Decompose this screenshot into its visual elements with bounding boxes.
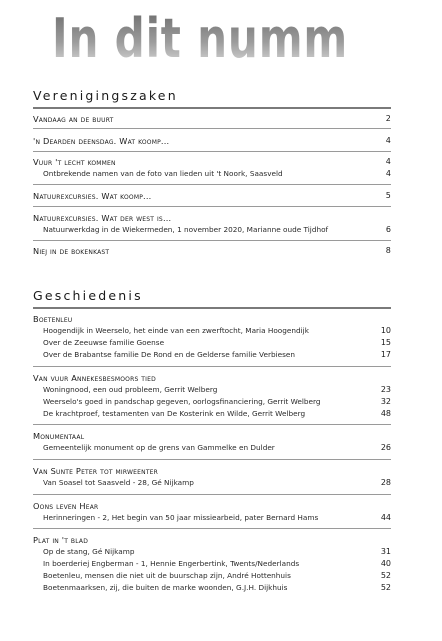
divider [33, 366, 391, 367]
toc-subentry[interactable] [33, 408, 391, 420]
toc-subentry[interactable] [33, 337, 391, 349]
toc-entry-title: Plat in 't blad [33, 535, 89, 545]
toc-subentry-text: In boerderiej Engberman - 1, Hennie Engerbertink, Twents/Nederlands [43, 559, 300, 568]
toc-subentry[interactable] [33, 168, 391, 180]
toc-entry-title: 'n Dearden deensdag. Wat koomp... [33, 136, 170, 146]
toc-group [33, 156, 391, 180]
toc-subentry-text: Over de Brabantse familie De Rond en de Gelderse familie Verbiesen [43, 350, 296, 359]
toc-entry-page: 4 [385, 157, 391, 166]
toc-entry-title: Van vuur Annekesbesmoors tied [33, 373, 156, 383]
toc-entry-title: Niej in de bokenkast [33, 246, 110, 256]
divider [33, 240, 391, 241]
section-rule [33, 307, 391, 309]
toc-entry-title: Vandaag an de buurt [33, 114, 114, 124]
toc-entry-title: Vuur 't lecht kommen [33, 157, 116, 167]
toc-entry-page: 8 [385, 246, 391, 255]
toc-entry[interactable] [33, 465, 391, 477]
toc-entry-title: Oons leven Hear [33, 501, 99, 511]
toc-entry[interactable] [33, 190, 391, 202]
toc-subentry-page: 17 [380, 350, 391, 359]
toc-entry[interactable] [33, 113, 391, 125]
divider [33, 151, 391, 152]
toc-subentry-page: 44 [380, 513, 391, 522]
toc-subentry-text: Boetenleu, mensen die niet uit de buurschap zijn, André Hottenhuis [43, 571, 291, 580]
toc-subentry-text: Boetenmaarksen, zij, die buiten de marke woonden, G.J.H. Dijkhuis [43, 583, 288, 592]
toc-subentry[interactable] [33, 384, 391, 396]
toc-subentry-text: Natuurwerkdag in de Wiekermeden, 1 november 2020, Marianne oude Tijdhof [43, 225, 329, 234]
toc-subentry-text: Gemeentelijk monument op de grens van Gammelke en Dulder [43, 443, 275, 452]
toc-subentry-page: 52 [380, 583, 391, 592]
toc-entry[interactable] [33, 500, 391, 512]
toc-subentry-text: Hoogendijk in Weerselo, het einde van een zwerftocht, Maria Hoogendijk [43, 326, 309, 335]
toc-entry[interactable] [33, 313, 391, 325]
toc-group [33, 372, 391, 420]
toc-entry[interactable] [33, 135, 391, 147]
toc-subentry[interactable] [33, 349, 391, 361]
toc-subentry-page: 23 [380, 385, 391, 394]
toc-group [33, 190, 391, 202]
divider [33, 459, 391, 460]
toc-subentry-page: 6 [385, 225, 391, 234]
toc-subentry-text: Over de Zeeuwse familie Goense [43, 338, 165, 347]
toc-group [33, 113, 391, 125]
divider [33, 206, 391, 207]
toc-group [33, 534, 391, 594]
toc-group [33, 465, 391, 489]
toc-subentry[interactable] [33, 582, 391, 594]
toc-entry-page: 4 [385, 136, 391, 145]
toc-subentry-text: Woningnood, een oud probleem, Gerrit Welberg [43, 385, 218, 394]
toc-subentry-page: 4 [385, 169, 391, 178]
toc-subentry-text: Van Soasel tot Saasveld - 28, Gé Nijkamp [43, 478, 194, 487]
toc-subentry[interactable] [33, 477, 391, 489]
toc-entry[interactable] [33, 430, 391, 442]
toc-subentry-text: De krachtproef, testamenten van De Kosterink en Wilde, Gerrit Welberg [43, 409, 306, 418]
toc-subentry-page: 10 [380, 326, 391, 335]
toc-subentry-page: 28 [380, 478, 391, 487]
toc-subentry[interactable] [33, 396, 391, 408]
toc-subentry-text: Op de stang, Gé Nijkamp [43, 547, 135, 556]
toc-subentry-page: 15 [380, 338, 391, 347]
divider [33, 528, 391, 529]
toc-subentry-page: 40 [380, 559, 391, 568]
toc-group [33, 212, 391, 236]
toc-entry[interactable] [33, 156, 391, 168]
toc-group [33, 313, 391, 361]
divider [33, 494, 391, 495]
toc-group [33, 430, 391, 454]
toc-subentry[interactable] [33, 224, 391, 236]
toc-entry-page: 5 [385, 191, 391, 200]
toc-entry[interactable] [33, 212, 391, 224]
toc-subentry-page: 52 [380, 571, 391, 580]
divider [33, 128, 391, 129]
toc-subentry-text: Ontbrekende namen van de foto van lieden uit 't Noork, Saasveld [43, 169, 283, 178]
toc-subentry-text: Herinneringen - 2, Het begin van 50 jaar missiearbeid, pater Bernard Hams [43, 513, 319, 522]
toc-subentry[interactable] [33, 546, 391, 558]
toc-subentry[interactable] [33, 570, 391, 582]
toc-group [33, 245, 391, 257]
toc-subentry-page: 26 [380, 443, 391, 452]
divider [33, 424, 391, 425]
toc-group [33, 500, 391, 524]
toc-subentry[interactable] [33, 512, 391, 524]
toc-entry-title: Boetenleu [33, 314, 73, 324]
toc-group [33, 135, 391, 147]
toc-entry[interactable] [33, 534, 391, 546]
toc-subentry-page: 48 [380, 409, 391, 418]
section-heading-geschiedenis: Geschiedenis [33, 288, 143, 303]
toc-subentry-page: 32 [380, 397, 391, 406]
divider [33, 184, 391, 185]
section-rule [33, 107, 391, 109]
toc-entry[interactable] [33, 372, 391, 384]
toc-subentry[interactable] [33, 442, 391, 454]
toc-subentry-text: Weerselo's goed in pandschap gegeven, oorlogsfinanciering, Gerrit Welberg [43, 397, 321, 406]
toc-entry-title: Natuurexcursies. Wat koomp... [33, 191, 152, 201]
toc-entry[interactable] [33, 245, 391, 257]
toc-subentry[interactable] [33, 325, 391, 337]
toc-subentry-page: 31 [380, 547, 391, 556]
toc-entry-title: Natuurexcursies. Wat der west is... [33, 213, 172, 223]
page-title: In dit nummer: [52, 7, 417, 70]
toc-entry-title: Monumentaal [33, 431, 85, 441]
toc-subentry[interactable] [33, 558, 391, 570]
toc-entry-title: Van Sunte Peter tot mirweenter [33, 466, 159, 476]
section-heading-verenigingszaken: Verenigingszaken [33, 88, 178, 103]
toc-entry-page: 2 [385, 114, 391, 123]
